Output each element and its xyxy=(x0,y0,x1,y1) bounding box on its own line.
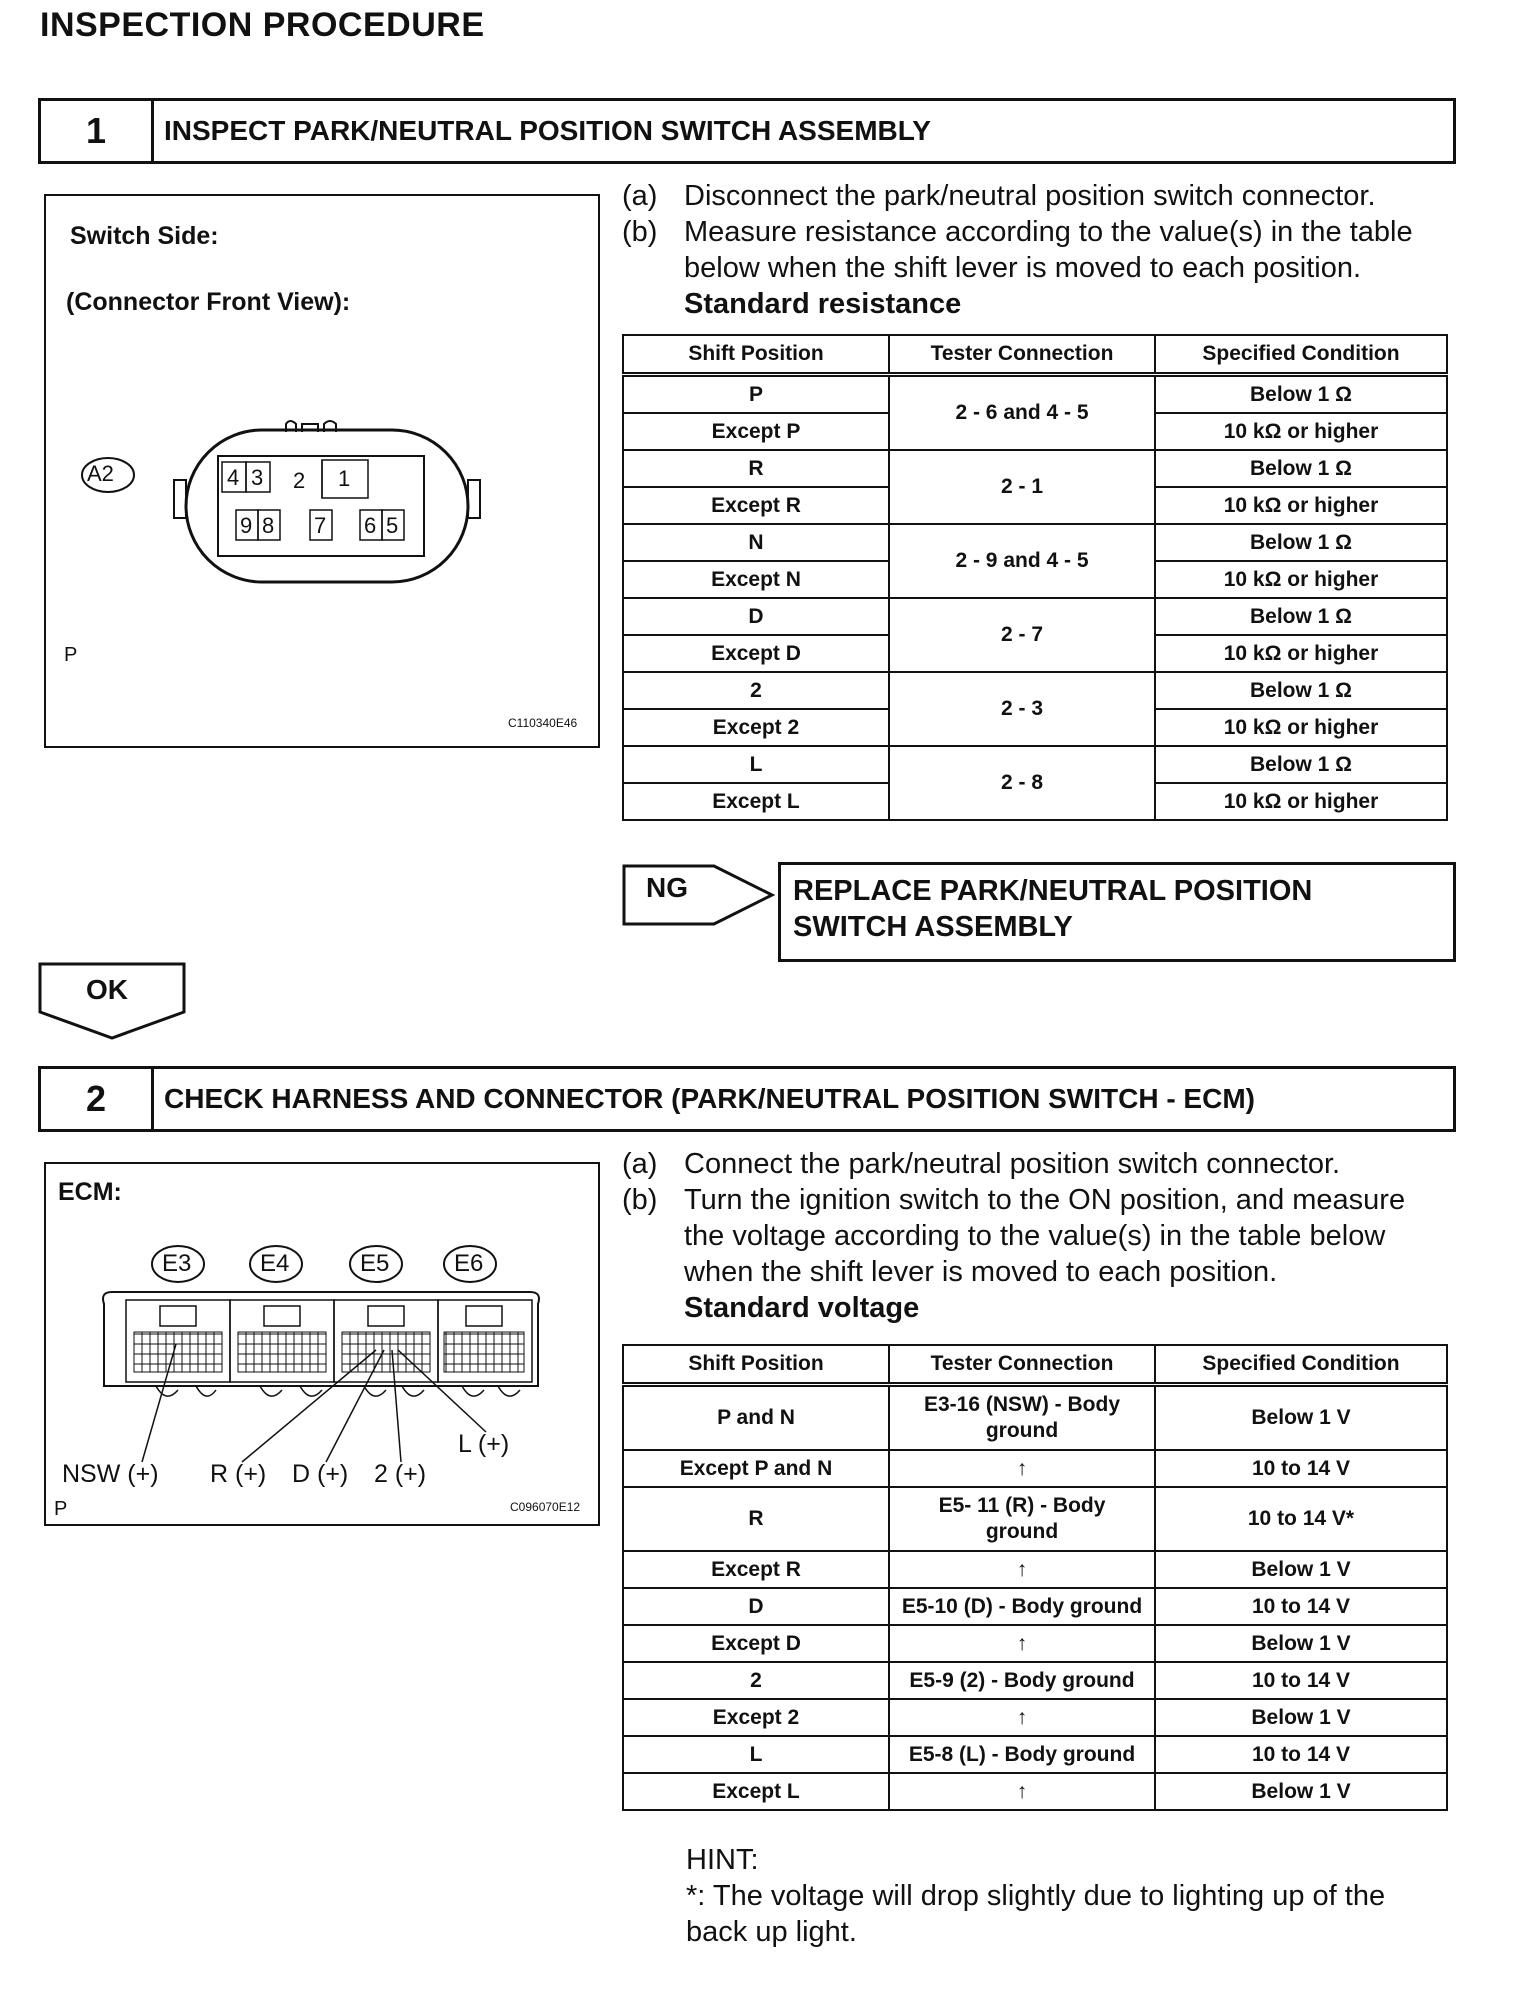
figure-p-mark: P xyxy=(64,644,78,666)
table-header-row xyxy=(623,335,1447,375)
shift-position-cell: D xyxy=(623,598,889,635)
specified-condition-cell: Below 1 Ω xyxy=(1155,450,1447,487)
switch-side-label: Switch Side: xyxy=(70,222,219,250)
column-header: Tester Connection xyxy=(889,1345,1155,1385)
step-2-header xyxy=(38,1066,1456,1132)
tester-connection-cell xyxy=(889,1662,1155,1699)
ecm-label: ECM: xyxy=(58,1178,122,1206)
table-row xyxy=(623,672,1447,709)
pin-6: 6 xyxy=(364,513,377,538)
table-row xyxy=(623,524,1447,561)
connector-id-label: A2 xyxy=(87,461,114,486)
table-row xyxy=(623,1773,1447,1810)
ecm-wire-curves xyxy=(156,1386,520,1396)
tester-connection-cell xyxy=(889,1773,1155,1810)
hint-block xyxy=(686,1842,1456,1950)
tester-connection-line: ↑ xyxy=(1016,1705,1028,1729)
step-2-number: 2 xyxy=(41,1069,154,1129)
step-1-instructions xyxy=(622,178,1452,322)
step-1-number: 1 xyxy=(41,101,154,161)
instruction-line: the voltage according to the value(s) in the table below xyxy=(684,1220,1386,1252)
instruction-a xyxy=(622,178,1452,214)
instruction-text: Connect the park/neutral position switch connector. xyxy=(684,1148,1341,1180)
tester-connection-cell xyxy=(889,1736,1155,1773)
tester-connection-cell: 2 - 3 xyxy=(889,672,1155,746)
replace-line: REPLACE PARK/NEUTRAL POSITION xyxy=(793,875,1313,907)
shift-position-cell: Except L xyxy=(623,783,889,820)
shift-position-cell: Except D xyxy=(623,635,889,672)
specified-condition-cell: 10 kΩ or higher xyxy=(1155,413,1447,450)
instruction-b xyxy=(622,1182,1452,1326)
pin-label-nsw: NSW (+) xyxy=(62,1460,159,1488)
table-row xyxy=(623,1588,1447,1625)
specified-condition-cell: 10 kΩ or higher xyxy=(1155,487,1447,524)
ecm-connector-label: E3 xyxy=(162,1250,192,1277)
specified-condition-cell: Below 1 Ω xyxy=(1155,598,1447,635)
replace-action-box xyxy=(778,862,1456,962)
figure-p-mark: P xyxy=(54,1498,68,1520)
tester-connection-cell xyxy=(889,1385,1155,1451)
ecm-pin-grids xyxy=(134,1332,524,1372)
pin-1: 1 xyxy=(338,466,351,491)
tester-connection-line: E5-8 (L) - Body ground xyxy=(908,1742,1136,1766)
step-2-title: CHECK HARNESS AND CONNECTOR (PARK/NEUTRAL POSITION SWITCH - ECM) xyxy=(164,1083,1255,1114)
specified-condition-cell: Below 1 V xyxy=(1155,1773,1447,1810)
instruction-line: when the shift lever is moved to each position. xyxy=(684,1256,1278,1288)
voltage-table xyxy=(622,1344,1448,1811)
instruction-a xyxy=(622,1146,1452,1182)
tester-connection-line: E3-16 (NSW) - Body xyxy=(923,1393,1120,1416)
figure-code: C110340E46 xyxy=(508,716,578,730)
specified-condition-cell: 10 to 14 V xyxy=(1155,1588,1447,1625)
tester-connection-cell xyxy=(889,1450,1155,1487)
hint-text: *: The voltage will drop slightly due to lighting up of the xyxy=(686,1880,1386,1912)
specified-condition-cell: Below 1 V xyxy=(1155,1699,1447,1736)
tester-connection-cell xyxy=(889,1551,1155,1588)
tester-connection-cell: 2 - 1 xyxy=(889,450,1155,524)
table-caption: Standard resistance xyxy=(684,288,962,320)
step-2-instructions xyxy=(622,1146,1452,1326)
tester-connection-line: ground xyxy=(985,1520,1059,1543)
tester-connection-line: ↑ xyxy=(1016,1557,1028,1581)
instruction-text: Disconnect the park/neutral position switch connector. xyxy=(684,180,1376,212)
connector-right-tab xyxy=(468,480,480,518)
instruction-line: Turn the ignition switch to the ON position, and measure xyxy=(684,1184,1406,1216)
hint-label: HINT: xyxy=(686,1844,759,1876)
pin-3: 3 xyxy=(251,465,264,490)
pin-label-2: 2 (+) xyxy=(374,1460,427,1488)
ok-label: OK xyxy=(86,974,128,1005)
tester-connection-cell xyxy=(889,1625,1155,1662)
shift-position-cell: Except L xyxy=(623,1773,889,1810)
tester-connection-line: ↑ xyxy=(1016,1631,1028,1655)
shift-position-cell: L xyxy=(623,746,889,783)
shift-position-cell: R xyxy=(623,1487,889,1551)
table-row xyxy=(623,1487,1447,1551)
table-row xyxy=(623,375,1447,414)
ecm-connector-label: E5 xyxy=(360,1250,390,1277)
shift-position-cell: 2 xyxy=(623,672,889,709)
shift-position-cell: P and N xyxy=(623,1385,889,1451)
shift-position-cell: Except P and N xyxy=(623,1450,889,1487)
hint-text: back up light. xyxy=(686,1916,857,1948)
step-1-title: INSPECT PARK/NEUTRAL POSITION SWITCH ASSEMBLY xyxy=(164,115,931,146)
column-header: Tester Connection xyxy=(889,335,1155,375)
table-row xyxy=(623,1625,1447,1662)
instruction-letter: (a) xyxy=(622,1148,658,1180)
tester-connection-cell: 2 - 7 xyxy=(889,598,1155,672)
shift-position-cell: R xyxy=(623,450,889,487)
specified-condition-cell: Below 1 Ω xyxy=(1155,746,1447,783)
specified-condition-cell: Below 1 Ω xyxy=(1155,375,1447,414)
pin-9: 9 xyxy=(240,513,253,538)
tester-connection-line: ↑ xyxy=(1016,1779,1028,1803)
instruction-line: below when the shift lever is moved to each position. xyxy=(684,252,1362,284)
shift-position-cell: Except 2 xyxy=(623,1699,889,1736)
instruction-letter: (b) xyxy=(622,216,658,248)
resistance-table xyxy=(622,334,1448,821)
specified-condition-cell: Below 1 Ω xyxy=(1155,524,1447,561)
table-row xyxy=(623,746,1447,783)
specified-condition-cell: Below 1 V xyxy=(1155,1551,1447,1588)
table-row xyxy=(623,1662,1447,1699)
specified-condition-cell: 10 to 14 V xyxy=(1155,1736,1447,1773)
tester-connection-cell xyxy=(889,1588,1155,1625)
instruction-letter: (b) xyxy=(622,1184,658,1216)
pin-label-l: L (+) xyxy=(458,1430,510,1458)
tester-connection-line: ↑ xyxy=(1016,1456,1028,1480)
column-header: Shift Position xyxy=(623,1345,889,1385)
shift-position-cell: Except P xyxy=(623,413,889,450)
tester-connection-line: E5- 11 (R) - Body xyxy=(938,1494,1106,1517)
specified-condition-cell: 10 to 14 V xyxy=(1155,1450,1447,1487)
specified-condition-cell: 10 kΩ or higher xyxy=(1155,709,1447,746)
column-header: Specified Condition xyxy=(1155,1345,1447,1385)
table-row xyxy=(623,1736,1447,1773)
tester-connection-cell: 2 - 9 and 4 - 5 xyxy=(889,524,1155,598)
tester-connection-cell xyxy=(889,1487,1155,1551)
instruction-b xyxy=(622,214,1452,322)
pin-4: 4 xyxy=(227,465,240,490)
shift-position-cell: L xyxy=(623,1736,889,1773)
instruction-text xyxy=(684,1182,1452,1326)
tester-connection-cell: 2 - 8 xyxy=(889,746,1155,820)
connector-drawing xyxy=(46,196,598,746)
shift-position-cell: N xyxy=(623,524,889,561)
column-header: Specified Condition xyxy=(1155,335,1447,375)
specified-condition-cell: 10 kΩ or higher xyxy=(1155,635,1447,672)
table-row xyxy=(623,450,1447,487)
pin-8: 8 xyxy=(262,513,275,538)
specified-condition-cell: 10 to 14 V xyxy=(1155,1662,1447,1699)
shift-position-cell: P xyxy=(623,375,889,414)
connector-cavity xyxy=(218,456,424,556)
pin-label-d: D (+) xyxy=(292,1460,349,1488)
specified-condition-cell: Below 1 V xyxy=(1155,1385,1447,1451)
figure-code: C096070E12 xyxy=(510,1500,581,1514)
switch-connector-figure xyxy=(44,194,600,748)
tester-connection-cell xyxy=(889,1699,1155,1736)
pin-2: 2 xyxy=(293,468,306,493)
tester-connection-line: E5-9 (2) - Body ground xyxy=(909,1668,1135,1692)
pin-label-r: R (+) xyxy=(210,1460,267,1488)
table-caption: Standard voltage xyxy=(684,1292,920,1324)
instruction-letter: (a) xyxy=(622,180,658,212)
instruction-line: Measure resistance according to the value(s) in the table xyxy=(684,216,1413,248)
shift-position-cell: Except 2 xyxy=(623,709,889,746)
pin-5: 5 xyxy=(386,513,399,538)
connector-housing xyxy=(186,430,468,582)
tester-connection-cell: 2 - 6 and 4 - 5 xyxy=(889,375,1155,451)
table-row xyxy=(623,1551,1447,1588)
specified-condition-cell: 10 kΩ or higher xyxy=(1155,783,1447,820)
connector-view-label: (Connector Front View): xyxy=(66,288,351,316)
shift-position-cell: Except D xyxy=(623,1625,889,1662)
table-row xyxy=(623,1699,1447,1736)
pin-7: 7 xyxy=(314,513,327,538)
step-1-header xyxy=(38,98,1456,164)
page-title: INSPECTION PROCEDURE xyxy=(40,6,485,44)
specified-condition-cell: 10 to 14 V* xyxy=(1155,1487,1447,1551)
tester-connection-line: ground xyxy=(985,1419,1059,1442)
shift-position-cell: Except R xyxy=(623,1551,889,1588)
shift-position-cell: D xyxy=(623,1588,889,1625)
connector-left-tab xyxy=(174,480,186,518)
specified-condition-cell: Below 1 Ω xyxy=(1155,672,1447,709)
shift-position-cell: 2 xyxy=(623,1662,889,1699)
specified-condition-cell: Below 1 V xyxy=(1155,1625,1447,1662)
shift-position-cell: Except N xyxy=(623,561,889,598)
replace-line: SWITCH ASSEMBLY xyxy=(793,911,1073,943)
table-row xyxy=(623,598,1447,635)
table-header-row xyxy=(623,1345,1447,1385)
column-header: Shift Position xyxy=(623,335,889,375)
shift-position-cell: Except R xyxy=(623,487,889,524)
table-row xyxy=(623,1385,1447,1451)
ng-label: NG xyxy=(646,872,688,903)
ecm-connector-label: E6 xyxy=(454,1250,484,1277)
table-row xyxy=(623,1450,1447,1487)
ecm-connector-figure xyxy=(44,1162,600,1526)
tester-connection-line: E5-10 (D) - Body ground xyxy=(901,1594,1143,1618)
specified-condition-cell: 10 kΩ or higher xyxy=(1155,561,1447,598)
ecm-connector-label: E4 xyxy=(260,1250,290,1277)
instruction-text xyxy=(684,214,1452,322)
